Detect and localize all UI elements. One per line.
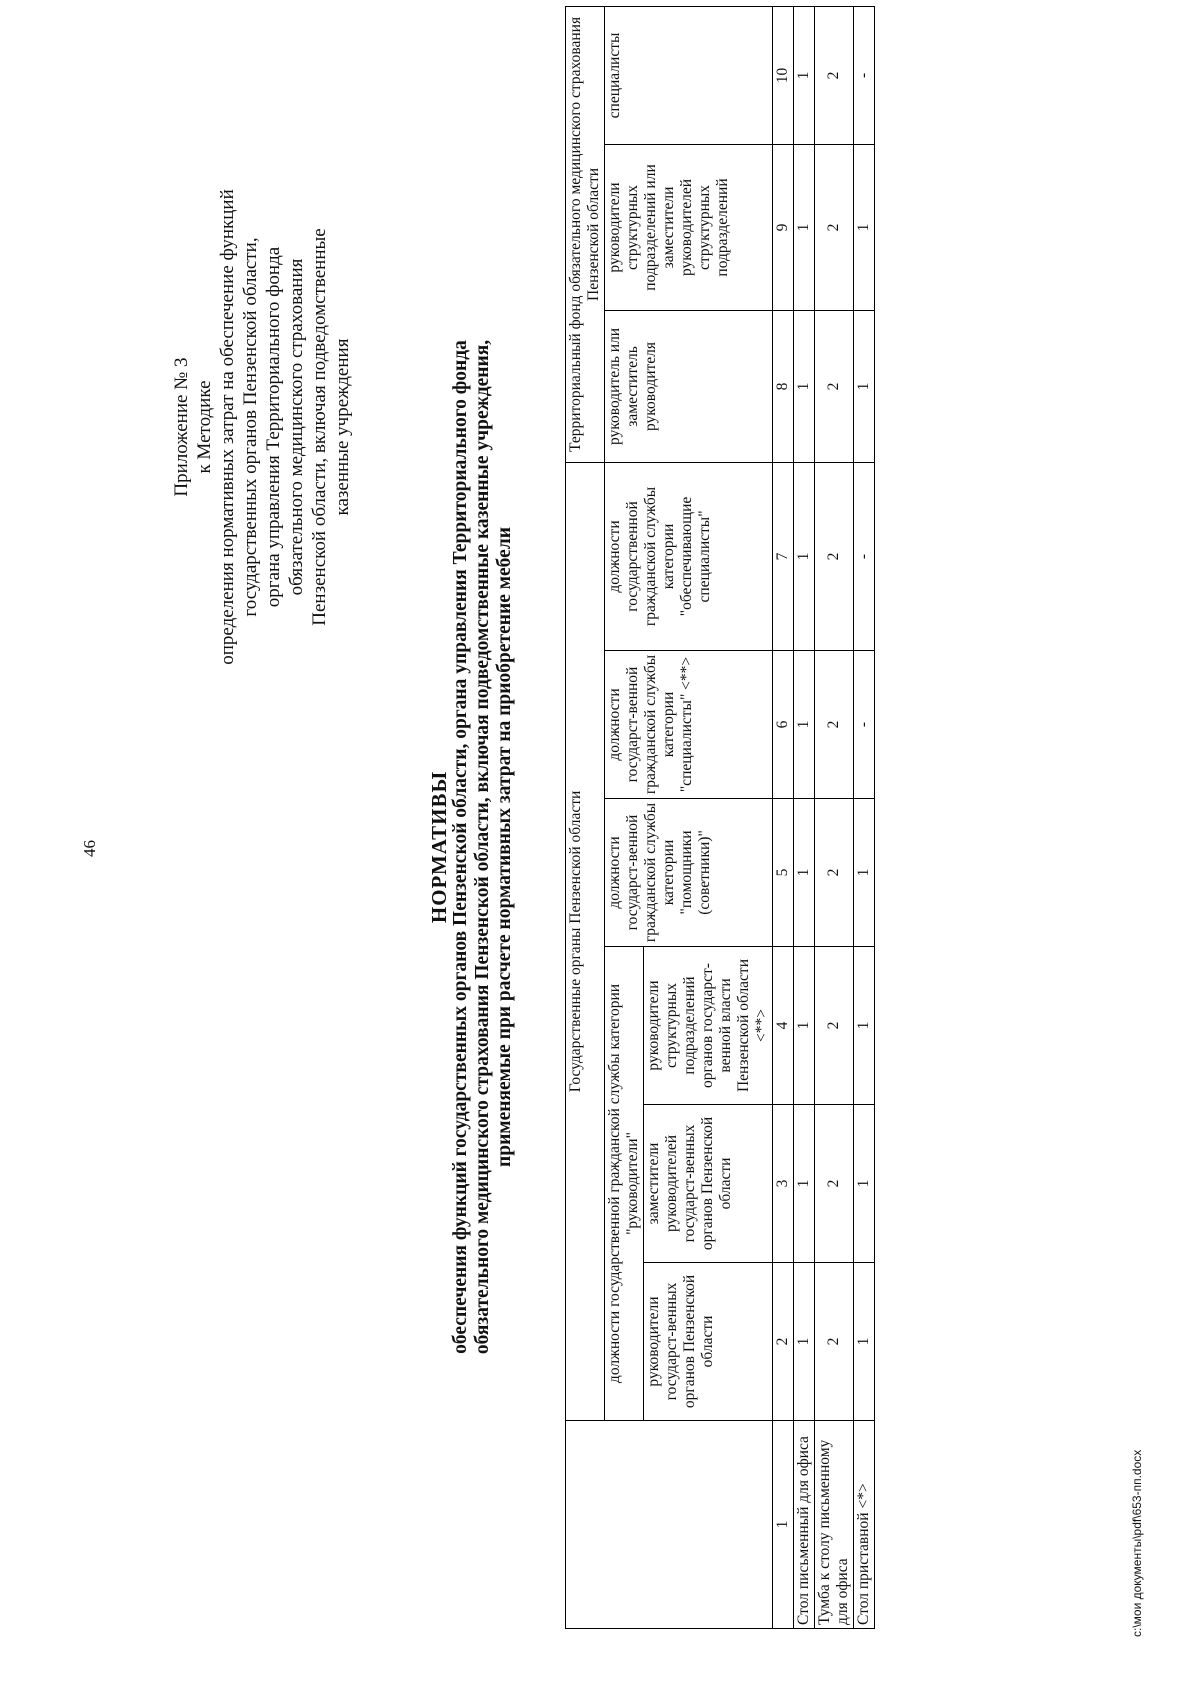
table-cell: 1 <box>794 1105 815 1263</box>
table-cell: - <box>854 6 875 144</box>
document-title <box>428 77 516 1617</box>
column-number: 2 <box>773 1263 794 1421</box>
appendix-line: Пензенской области, включая подведомственные <box>309 228 330 626</box>
title-heading: НОРМАТИВЫ <box>427 770 451 924</box>
table-cell: 2 <box>815 6 854 144</box>
table-cell: 2 <box>815 1263 854 1421</box>
column-header: руководитель или заместитель руководителя <box>605 310 773 462</box>
table-cell: 2 <box>815 144 854 310</box>
table-row <box>854 6 875 1628</box>
appendix-line: государственных органов Пензенской области, <box>240 237 261 617</box>
file-path-footer: c:\мои документы\pdf\653-пп.docx <box>1130 1449 1144 1637</box>
column-number: 9 <box>773 144 794 310</box>
column-header: должности государственной гражданской службы категории "обеспечивающие специалисты" <box>605 462 773 650</box>
table-cell: 2 <box>815 1105 854 1263</box>
column-number: 8 <box>773 310 794 462</box>
column-number: 3 <box>773 1105 794 1263</box>
column-number: 10 <box>773 6 794 144</box>
header-gov-bodies: Государственные органы Пензенской области <box>566 462 605 1420</box>
table-cell: 2 <box>815 462 854 650</box>
column-number-row <box>773 6 794 1628</box>
column-header: руководители структурных подразделений органов государст-венной власти Пензенской области <**> <box>644 947 773 1105</box>
title-line: обязательного медицинского страхования Пензенской области, включая подведомственные казенные учреждения, <box>472 339 493 1355</box>
page-number: 46 <box>80 840 99 857</box>
appendix-note <box>170 117 354 737</box>
column-header: должности государст-венной гражданской службы категории "помощники (советники)" <box>605 799 773 947</box>
column-header: заместители руководителей государст-венных органов Пензенской области <box>644 1105 773 1263</box>
norms-table <box>565 6 875 1629</box>
column-number: 1 <box>773 1421 794 1629</box>
appendix-line: казенные учреждения <box>332 338 353 516</box>
table-row <box>794 6 815 1628</box>
table-cell: 1 <box>794 144 815 310</box>
appendix-line: определения нормативных затрат на обеспечение функций <box>217 189 238 665</box>
row-name: Стол письменный для офиса <box>794 1421 815 1629</box>
table-row <box>815 6 854 1628</box>
column-header: руководители государст-венных органов Пензенской области <box>644 1263 773 1421</box>
table-cell: 1 <box>794 6 815 144</box>
table-cell: 1 <box>854 144 875 310</box>
table-cell: 1 <box>794 799 815 947</box>
column-number: 6 <box>773 651 794 799</box>
header-leaders: должности государственной гражданской службы категории "руководители" <box>605 947 644 1421</box>
table-cell: 2 <box>815 947 854 1105</box>
appendix-line: обязательного медицинского страхования <box>286 258 307 596</box>
table-cell: - <box>854 651 875 799</box>
table-cell: 1 <box>794 651 815 799</box>
table-cell: 2 <box>815 310 854 462</box>
appendix-line: Приложение № 3 <box>171 357 192 497</box>
column-number: 7 <box>773 462 794 650</box>
table-cell: 2 <box>815 799 854 947</box>
header-fund: Территориальный фонд обязательного медицинского страхования Пензенской области <box>566 6 605 462</box>
row-name: Тумба к столу письменному для офиса <box>815 1421 854 1629</box>
table-cell: 1 <box>794 1263 815 1421</box>
column-number: 5 <box>773 799 794 947</box>
appendix-line: к Методике <box>194 380 215 474</box>
table-cell: 1 <box>854 799 875 947</box>
appendix-line: органа управления Территориального фонда <box>263 246 284 608</box>
column-header: руководители структурных подразделений или заместители руководителей структурных подразделений <box>605 144 773 310</box>
table-cell: 1 <box>854 947 875 1105</box>
column-number: 4 <box>773 947 794 1105</box>
table-cell: 1 <box>854 1263 875 1421</box>
table-cell: 2 <box>815 651 854 799</box>
header-row <box>605 6 644 1628</box>
table-cell: 1 <box>854 1105 875 1263</box>
header-corner <box>566 1421 773 1629</box>
row-name: Стол приставной <*> <box>854 1421 875 1629</box>
column-header: должности государст-венной гражданской службы категории "специалисты" <**> <box>605 651 773 799</box>
table-cell: 1 <box>854 310 875 462</box>
table-cell: 1 <box>794 462 815 650</box>
column-header: специалисты <box>605 6 773 144</box>
table-cell: 1 <box>794 310 815 462</box>
header-row <box>566 6 605 1628</box>
title-line: применяемые при расчете нормативных затрат на приобретение мебели <box>494 527 515 1168</box>
table-cell: - <box>854 462 875 650</box>
title-line: обеспечения функций государственных органов Пензенской области, органа управления Территориального фонда <box>450 340 471 1354</box>
table-cell: 1 <box>794 947 815 1105</box>
